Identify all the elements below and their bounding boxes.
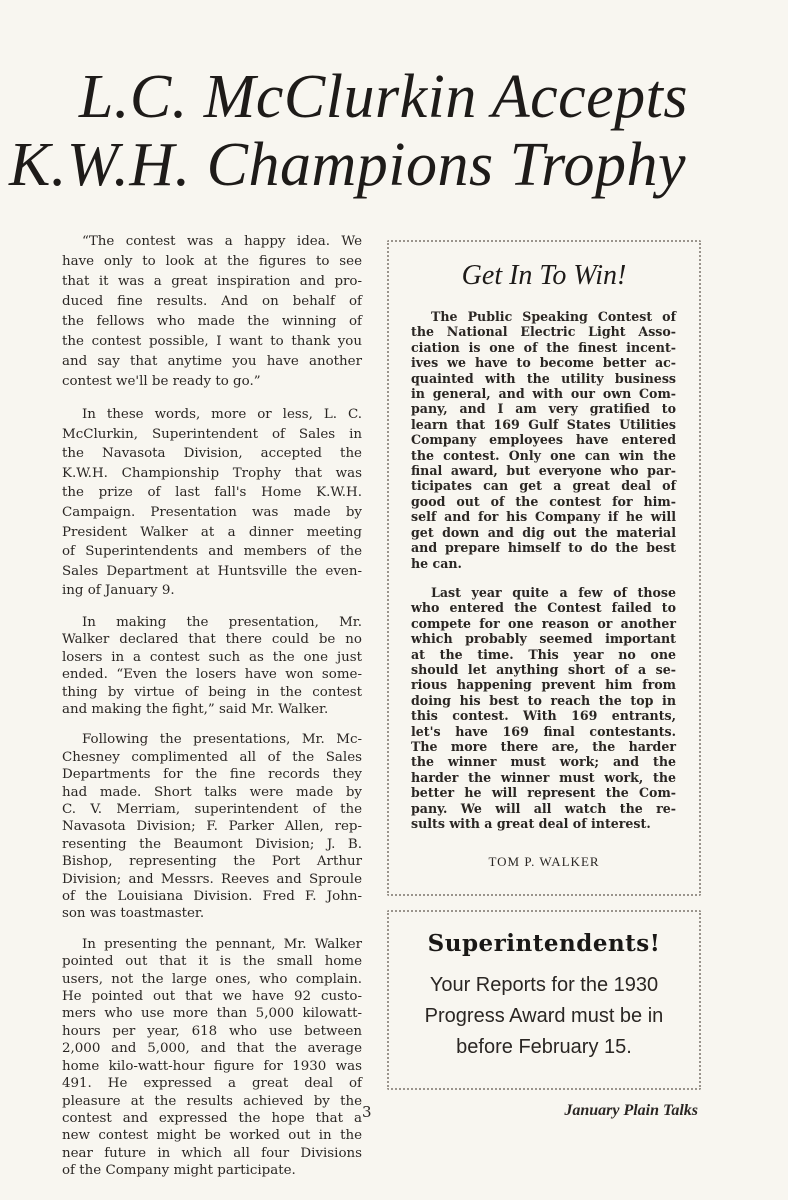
article-title-line-2: K.W.H. Champions Trophy	[9, 131, 686, 199]
text-line: near future in which all four Divisions	[62, 1145, 362, 1161]
box-heading: Get In To Win!	[461, 260, 627, 291]
text-line: learn that 169 Gulf States Utilities	[411, 416, 676, 432]
text-line: the prize of last fall's Home K.W.H.	[62, 485, 362, 501]
text-line: Walker declared that there could be no	[62, 632, 362, 648]
text-line: let's have 169 final contestants.	[411, 723, 676, 739]
text-line: Last year quite a few of those	[431, 584, 676, 600]
text-line: contest we'll be ready to go.”	[62, 374, 261, 389]
text-line: In these words, more or less, L. C.	[82, 407, 362, 422]
text-line: sults with a great deal of interest.	[411, 816, 651, 831]
text-line: that it was a great inspiration and pro-	[62, 274, 362, 289]
text-line: the contest possible, I want to thank you	[62, 334, 362, 349]
text-line: have only to look at the figures to see	[62, 254, 362, 269]
text-line: Bishop, representing the Port Arthur	[62, 854, 362, 870]
text-line: and say that anytime you have another	[62, 354, 362, 369]
paragraph	[411, 309, 676, 571]
text-line: which probably seemed important	[411, 631, 676, 647]
text-line: thing by virtue of being in the contest	[62, 684, 362, 700]
text-line: home kilo-watt-hour figure for 1930 was	[62, 1058, 362, 1074]
text-line: The Public Speaking Contest of	[431, 309, 676, 324]
text-line: new contest might be worked out in the	[62, 1128, 362, 1144]
text-line: son was toastmaster.	[62, 906, 205, 922]
text-line: had made. Short talks were made by	[62, 784, 362, 800]
text-line: the contest. Only one can win the	[411, 447, 676, 463]
text-line: “The contest was a happy idea. We	[82, 234, 362, 249]
paragraph	[62, 614, 362, 718]
text-line: and making the fight,” said Mr. Walker.	[62, 701, 329, 717]
text-line: ing of January 9.	[62, 583, 175, 599]
text-line: He pointed out that we have 92 custo-	[62, 989, 362, 1005]
text-line: hours per year, 618 who use between	[62, 1023, 362, 1039]
text-line: of the Company might participate.	[62, 1163, 296, 1179]
text-line: pleasure at the results achieved by the	[62, 1093, 362, 1109]
text-line: resenting the Beaumont Division; J. B.	[62, 836, 362, 852]
paragraph	[411, 585, 676, 832]
text-line: final award, but everyone who par-	[411, 463, 676, 479]
text-line: of the Louisiana Division. Fred F. John-	[62, 889, 362, 905]
text-line: ives we have to become better ac-	[411, 355, 676, 371]
text-line: contest and expressed the hope that a	[62, 1110, 362, 1126]
text-line: In making the presentation, Mr.	[82, 614, 362, 630]
text-line: pany, and I am very gratified to	[411, 401, 676, 417]
text-line: good out of the contest for him-	[411, 493, 676, 509]
text-line: Division; and Messrs. Reeves and Sproule	[62, 871, 362, 887]
superintendents-notice-box	[387, 910, 701, 1090]
text-line: quainted with the utility business	[411, 370, 676, 386]
text-line: users, not the large ones, who complain.	[62, 971, 362, 987]
text-line: duced fine results. And on behalf of	[62, 294, 362, 309]
text-line: In presenting the pennant, Mr. Walker	[82, 936, 362, 952]
text-line: compete for one reason or another	[411, 615, 676, 631]
text-line: self and for his Company if he will	[411, 509, 676, 525]
text-line: Navasota Division; F. Parker Allen, rep-	[62, 819, 362, 835]
text-line: Campaign. Presentation was made by	[62, 504, 362, 520]
notice-heading: Superintendents!	[427, 930, 661, 957]
text-line: the fellows who made the winning of	[62, 314, 362, 329]
text-line: who entered the Contest failed to	[411, 600, 676, 616]
text-line: Chesney complimented all of the Sales	[62, 749, 362, 765]
paragraph	[62, 731, 362, 922]
text-line: President Walker at a dinner meeting	[62, 524, 362, 540]
signature: TOM P. WALKER	[488, 854, 600, 869]
paragraph	[62, 936, 362, 1180]
notice-line: before February 15.	[456, 1036, 632, 1058]
text-line: Departments for the fine records they	[62, 767, 362, 783]
text-line: K.W.H. Championship Trophy that was	[62, 465, 362, 481]
box-body	[411, 309, 676, 845]
get-in-to-win-box	[387, 240, 701, 896]
text-line: losers in a contest such as the one just	[62, 649, 362, 665]
text-line: harder the winner must work, the	[411, 769, 676, 785]
text-line: the Navasota Division, accepted the	[62, 446, 362, 462]
text-line: pointed out that it is the small home	[62, 954, 362, 970]
text-line: mers who use more than 5,000 kilowatt-	[62, 1006, 362, 1022]
text-line: pany. We will all watch the re-	[411, 800, 676, 816]
text-line: rious happening prevent him from	[411, 677, 676, 693]
text-line: this contest. With 169 entrants,	[411, 708, 676, 724]
text-line: C. V. Merriam, superintendent of the	[62, 802, 362, 817]
text-line: he can.	[411, 555, 462, 571]
text-line: Sales Department at Huntsville the even-	[62, 563, 362, 579]
article-title-line-1: L.C. McClurkin Accepts	[78, 63, 688, 131]
text-line: of Superintendents and members of the	[62, 544, 362, 560]
text-line: ciation is one of the finest incent-	[411, 339, 676, 355]
publication-name: January Plain Talks	[564, 1102, 698, 1119]
text-line: ended. “Even the losers have won some-	[62, 667, 362, 683]
text-line: The more there are, the harder	[411, 738, 676, 754]
text-line: better he will represent the Com-	[411, 785, 676, 801]
paragraph	[62, 405, 362, 601]
text-line: and prepare himself to do the best	[411, 540, 676, 556]
text-line: McClurkin, Superintendent of Sales in	[62, 426, 362, 442]
text-line: Company employees have entered	[411, 432, 676, 448]
text-line: get down and dig out the material	[411, 524, 676, 540]
text-line: should let anything short of a se-	[411, 661, 676, 677]
text-line: ticipates can get a great deal of	[411, 478, 676, 494]
paragraph	[62, 232, 362, 392]
notice-line: Your Reports for the 1930	[429, 974, 659, 996]
page-number: 3	[362, 1103, 372, 1121]
text-line: doing his best to reach the top in	[411, 692, 676, 708]
text-line: 491. He expressed a great deal of	[62, 1076, 362, 1092]
text-line: Following the presentations, Mr. Mc-	[82, 732, 362, 748]
text-line: at the time. This year no one	[411, 646, 676, 662]
notice-line: Progress Award must be in	[424, 1005, 664, 1027]
text-line: 2,000 and 5,000, and that the average	[62, 1041, 362, 1057]
article-body	[62, 232, 362, 1193]
text-line: the winner must work; and the	[411, 754, 676, 770]
text-line: the National Electric Light Asso-	[411, 324, 676, 340]
text-line: in general, and with our own Com-	[411, 386, 676, 402]
